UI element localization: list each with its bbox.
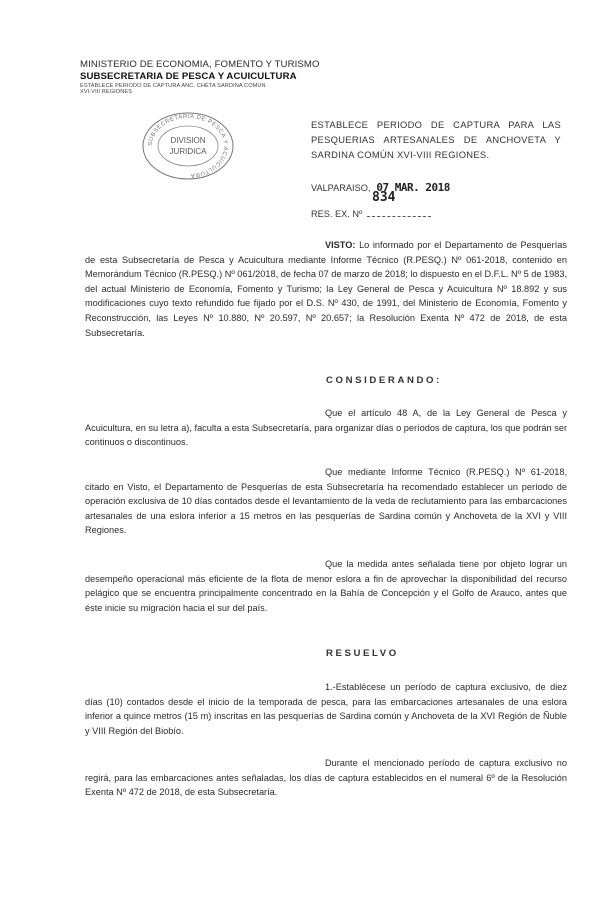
resolution-title: ESTABLECE PERIODO DE CAPTURA PARA LAS PESQUERIAS ARTESANALES DE ANCHOVETA Y SARDINA COMÚN XVI-VIII REGIONES. <box>311 119 561 160</box>
considerando-2: Que mediante Informe Técnico (R.PESQ.) Nº 61-2018, citado en Visto, el Departamento de Pesquerías de esta Subsecretaría ha recomendado establecer un período de operación exclusiva de 10 días contados desde el levantamiento de la veda de reclutamiento para las embarcaciones artesanales de una eslora inferior a 15 metros en las pesquerías de Sardina común y Anchoveta de la XVI y VIII Regiones. <box>85 467 567 536</box>
resolution-reference <box>311 208 431 219</box>
reference-line-regions: XVI-VIII REGIONES <box>80 89 133 95</box>
stamp-line-1: DIVISION <box>170 136 206 145</box>
division-juridica-stamp <box>138 110 238 182</box>
res-label: RES. EX. Nº <box>311 209 363 219</box>
considerando-heading: CONSIDERANDO: <box>326 375 442 386</box>
considerando-1: Que el artículo 48 A, de la Ley General de Pesca y Acuicultura, en su letra a), faculta a esta Subsecretaría, para organizar días o períodos de captura, los que podrán ser continuos o discontinuos. <box>85 408 567 448</box>
stamp-ring-text: SUBSECRETARIA DE PESCA Y ACUICULTURA <box>147 113 229 178</box>
resuelvo-2: Durante el mencionado período de captura exclusivo no regirá, para las embarcaciones antes señaladas, los días de captura establecidos en el numeral 6º de la Resolución Exenta Nº 472 de 2018, de esta Subsecretaría. <box>85 758 567 798</box>
letterhead <box>80 59 320 95</box>
issue-date: 07 MAR. 2018 <box>376 181 450 194</box>
resuelvo-heading: RESUELVO <box>326 648 399 659</box>
subsecretaria-name: SUBSECRETARIA DE PESCA Y ACUICULTURA <box>80 71 297 82</box>
ministry-name: MINISTERIO DE ECONOMIA, FOMENTO Y TURISMO <box>80 59 320 70</box>
stamp-line-2: JURIDICA <box>169 147 207 156</box>
number-blank-line <box>367 208 431 217</box>
visto-paragraph <box>85 238 567 340</box>
stamp-seal-icon <box>138 110 238 182</box>
visto-text: Lo informado por el Departamento de Pesquerías de esta Subsecretaría de Pesca y Acuicultura mediante Informe Técnico (R.PESQ.) Nº 061-2018, contenido en Memorándum Técnico (R.PESQ.) Nº 061/2018, de fecha 07 de marzo de 2018; lo dispuesto en el D.F.L. Nº 5 de 1983, del actual Ministerio de Economía, Fomento y Turismo; la Ley General de Pesca y Acuicultura Nº 18.892 y sus modificaciones cuyo texto refundido fue fijado por el D.S. Nº 430, de 1991, del Ministerio de Economía, Fomento y Reconstrucción, las Leyes Nº 10.880, Nº 20.597, Nº 20.657; la Resolución Exenta Nº 472 de 2018, de esta Subsecretaría. <box>85 240 568 338</box>
reference-line: ESTABLECE PERIODO DE CAPTURA ANC. CHETA SARDINA COMUN <box>80 83 266 89</box>
visto-label: VISTO: <box>325 240 356 250</box>
resolution-number: 834 <box>372 190 396 205</box>
place-label: VALPARAISO, <box>311 183 371 193</box>
resuelvo-1: 1.-Establécese un período de captura exclusivo, de diez días (10) contados desde el inicio de la temporada de pesca, para las embarcaciones artesanales de una eslora inferior a quince metros (15 m) inscritas en las pesquerías de Sardina común y Anchoveta de la XVI Región de Ñuble y VIII Región del Biobío. <box>85 682 567 736</box>
considerando-3: Que la medida antes señalada tiene por objeto lograr un desempeño operacional más eficiente de la flota de menor eslora a fin de aprovechar la disponibilidad del recurso pelágico que se encuentra principalmente concentrado en la Bahía de Concepción y el Golfo de Arauco, antes que éste inicie su migración hacia el sur del país. <box>85 559 567 613</box>
svg-text:SUBSECRETARIA DE PESCA Y ACUIC <box>148 114 228 178</box>
